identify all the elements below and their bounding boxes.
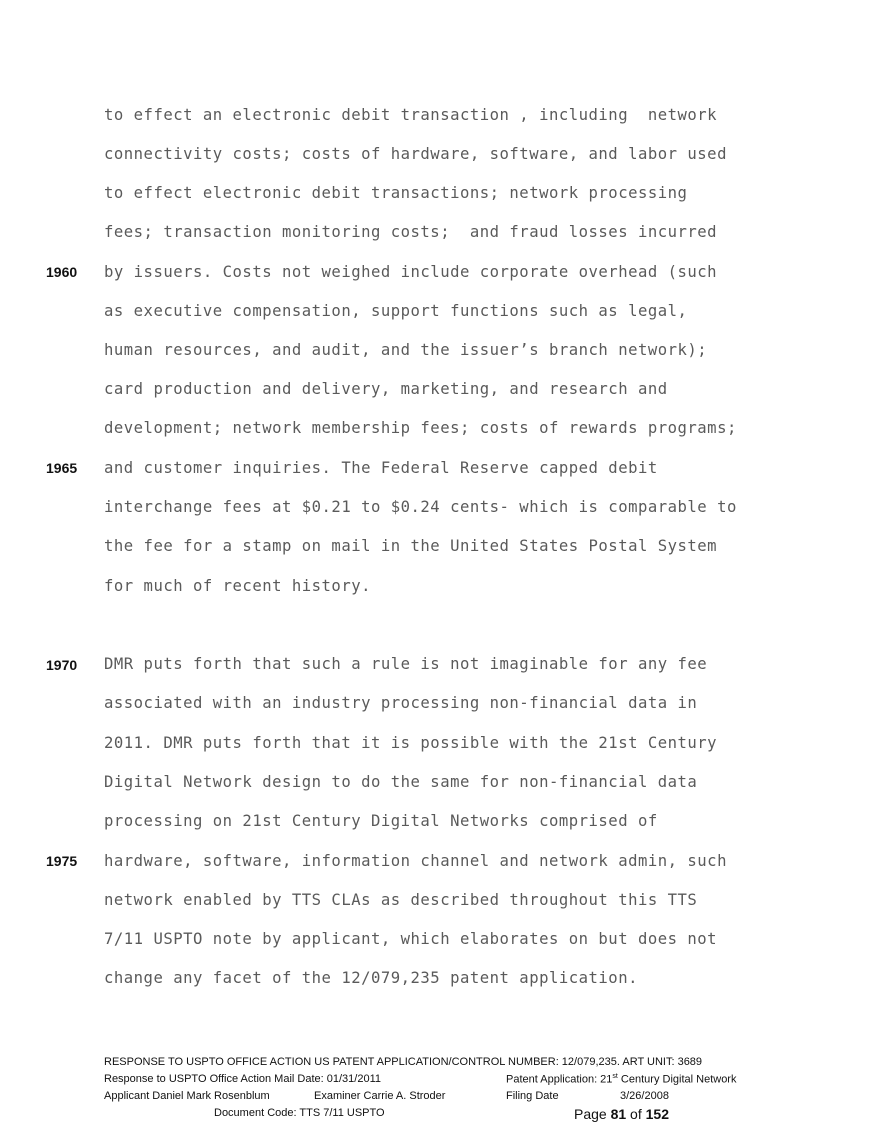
text-line: to effect electronic debit transactions; network processing bbox=[104, 184, 688, 202]
footer-examiner: Examiner Carrie A. Stroder bbox=[314, 1090, 446, 1102]
footer-row-2 bbox=[104, 1073, 804, 1090]
footer-filing-label: Filing Date bbox=[506, 1090, 559, 1102]
line-number: 1965 bbox=[46, 460, 78, 476]
footer-applicant: Applicant Daniel Mark Rosenblum bbox=[104, 1090, 270, 1102]
page-number: 81 bbox=[610, 1106, 627, 1122]
footer-mail-date: Response to USPTO Office Action Mail Date: 01/31/2011 bbox=[104, 1073, 381, 1085]
text-line: interchange fees at $0.21 to $0.24 cents- which is comparable to bbox=[104, 498, 737, 516]
text-line: 7/11 USPTO note by applicant, which elaborates on but does not bbox=[104, 930, 718, 948]
text-line: as executive compensation, support functions such as legal, bbox=[104, 302, 688, 320]
footer-patent-application bbox=[506, 1073, 736, 1086]
text-line: processing on 21st Century Digital Networks comprised of bbox=[104, 812, 658, 830]
text-line: to effect an electronic debit transaction , including network bbox=[104, 106, 718, 124]
footer-row-4 bbox=[104, 1107, 804, 1124]
page-total: 152 bbox=[645, 1106, 669, 1122]
text-line: change any facet of the 12/079,235 patent application. bbox=[104, 969, 638, 987]
footer-patent-prefix: Patent Application: 21 bbox=[506, 1073, 613, 1086]
text-line: and customer inquiries. The Federal Reserve capped debit bbox=[104, 459, 658, 477]
page-indicator bbox=[574, 1106, 669, 1122]
footer-filing-date: 3/26/2008 bbox=[620, 1090, 669, 1102]
text-line: fees; transaction monitoring costs; and fraud losses incurred bbox=[104, 223, 718, 241]
text-line: hardware, software, information channel and network admin, such bbox=[104, 852, 727, 870]
line-number: 1975 bbox=[46, 853, 78, 869]
text-line: for much of recent history. bbox=[104, 577, 371, 595]
page-label: Page bbox=[574, 1106, 611, 1122]
page-footer bbox=[104, 1056, 804, 1124]
footer-patent-suffix: Century Digital Network bbox=[617, 1073, 737, 1086]
page-of: of bbox=[626, 1106, 646, 1122]
text-line: by issuers. Costs not weighed include corporate overhead (such bbox=[104, 263, 718, 281]
footer-document-code: Document Code: TTS 7/11 USPTO bbox=[214, 1107, 385, 1119]
text-line: development; network membership fees; costs of rewards programs; bbox=[104, 419, 737, 437]
text-line: DMR puts forth that such a rule is not imaginable for any fee bbox=[104, 655, 708, 673]
text-line: network enabled by TTS CLAs as described throughout this TTS bbox=[104, 891, 698, 909]
text-line: the fee for a stamp on mail in the United States Postal System bbox=[104, 537, 718, 555]
footer-patent-sup: st bbox=[612, 1073, 618, 1080]
line-number: 1960 bbox=[46, 264, 78, 280]
text-line: card production and delivery, marketing, and research and bbox=[104, 380, 668, 398]
text-line: Digital Network design to do the same for non-financial data bbox=[104, 773, 698, 791]
text-line: 2011. DMR puts forth that it is possible with the 21st Century bbox=[104, 734, 718, 752]
footer-response-heading: RESPONSE TO USPTO OFFICE ACTION US PATENT APPLICATION/CONTROL NUMBER: 12/079,235. ART UNIT: 3689 bbox=[104, 1056, 703, 1068]
text-line: human resources, and audit, and the issuer’s branch network); bbox=[104, 341, 708, 359]
text-line: connectivity costs; costs of hardware, software, and labor used bbox=[104, 145, 727, 163]
text-line: associated with an industry processing non-financial data in bbox=[104, 694, 698, 712]
footer-row-3 bbox=[104, 1090, 804, 1107]
footer-row-1 bbox=[104, 1056, 804, 1073]
line-number: 1970 bbox=[46, 657, 78, 673]
